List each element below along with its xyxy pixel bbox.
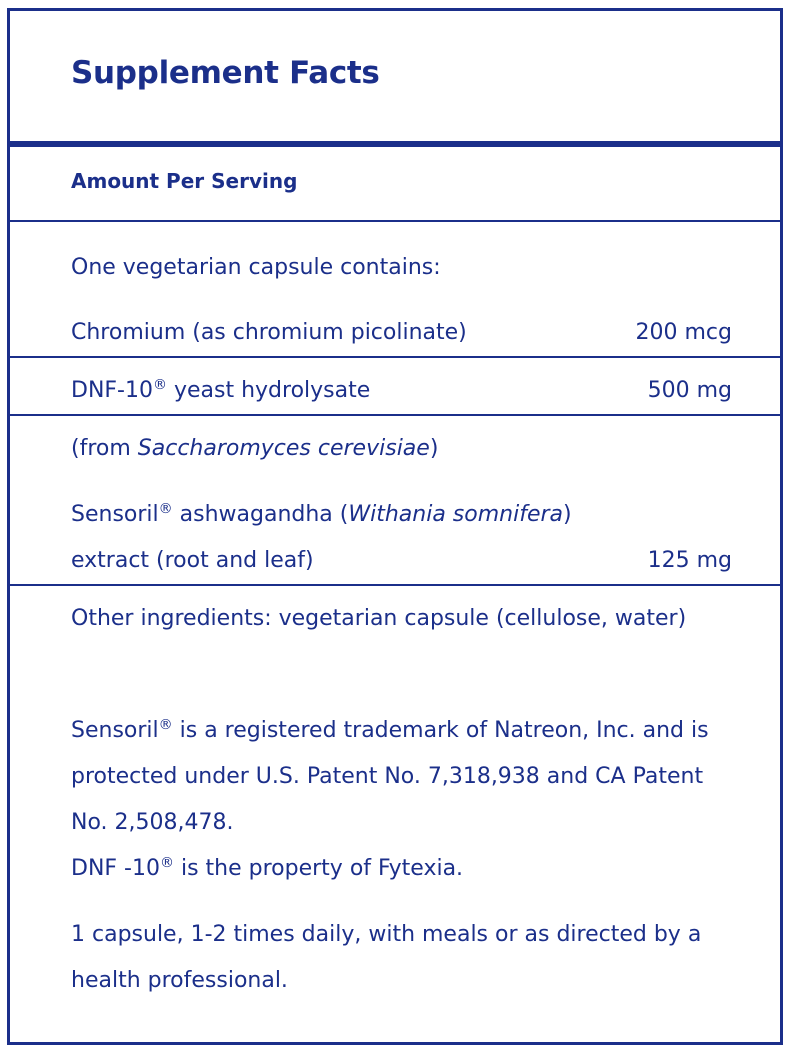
row-divider [10, 584, 780, 586]
directions: 1 capsule, 1-2 times daily, with meals or as directed by a health professional. [71, 922, 702, 993]
registered-mark: ® [159, 855, 174, 871]
trademark-text: is a registered trademark of Natreon, Inc. and is protected under U.S. Patent No. 7,318,938 and CA Patent No. 2,508,478. [71, 718, 709, 835]
header-divider [10, 220, 780, 222]
ingredient-chromium-amount: 200 mcg [635, 320, 732, 345]
amount-per-serving-header: Amount Per Serving [71, 169, 298, 193]
sensoril-close: ) [563, 502, 572, 527]
dnf10-text: DNF-10 [71, 378, 153, 403]
sensoril-species: Withania somnifera [348, 502, 564, 527]
ingredient-chromium-name: Chromium (as chromium picolinate) [71, 320, 467, 345]
row-divider [10, 356, 780, 358]
trademark-notice [71, 708, 741, 892]
panel-title: Supplement Facts [71, 55, 380, 91]
ingredient-sensoril-part: extract (root and leaf) [71, 548, 314, 573]
ingredient-source-note [71, 426, 438, 472]
ingredient-sensoril-name [71, 492, 572, 538]
dnf10-desc: yeast hydrolysate [166, 378, 371, 403]
registered-mark: ® [158, 717, 173, 733]
title-divider [10, 141, 780, 147]
source-post: ) [429, 436, 439, 461]
registered-mark: ® [152, 377, 167, 393]
sensoril-desc: ashwagandha ( [172, 502, 349, 527]
source-species: Saccharomyces cerevisiae [137, 436, 430, 461]
trademark-sensoril: Sensoril [71, 718, 159, 743]
trademark-dnf-text: is the property of Fytexia. [173, 856, 464, 881]
source-pre: (from [71, 436, 138, 461]
row-divider [10, 414, 780, 416]
supplement-facts-panel [7, 8, 783, 1045]
serving-note: One vegetarian capsule contains: [71, 255, 441, 280]
ingredient-sensoril-amount: 125 mg [647, 548, 732, 573]
registered-mark: ® [158, 501, 173, 517]
sensoril-text: Sensoril [71, 502, 159, 527]
ingredient-dnf10-name [71, 368, 370, 414]
other-ingredients: Other ingredients: vegetarian capsule (cellulose, water) [71, 606, 687, 631]
trademark-dnf: DNF -10 [71, 856, 160, 881]
ingredient-dnf10-amount: 500 mg [647, 378, 732, 403]
